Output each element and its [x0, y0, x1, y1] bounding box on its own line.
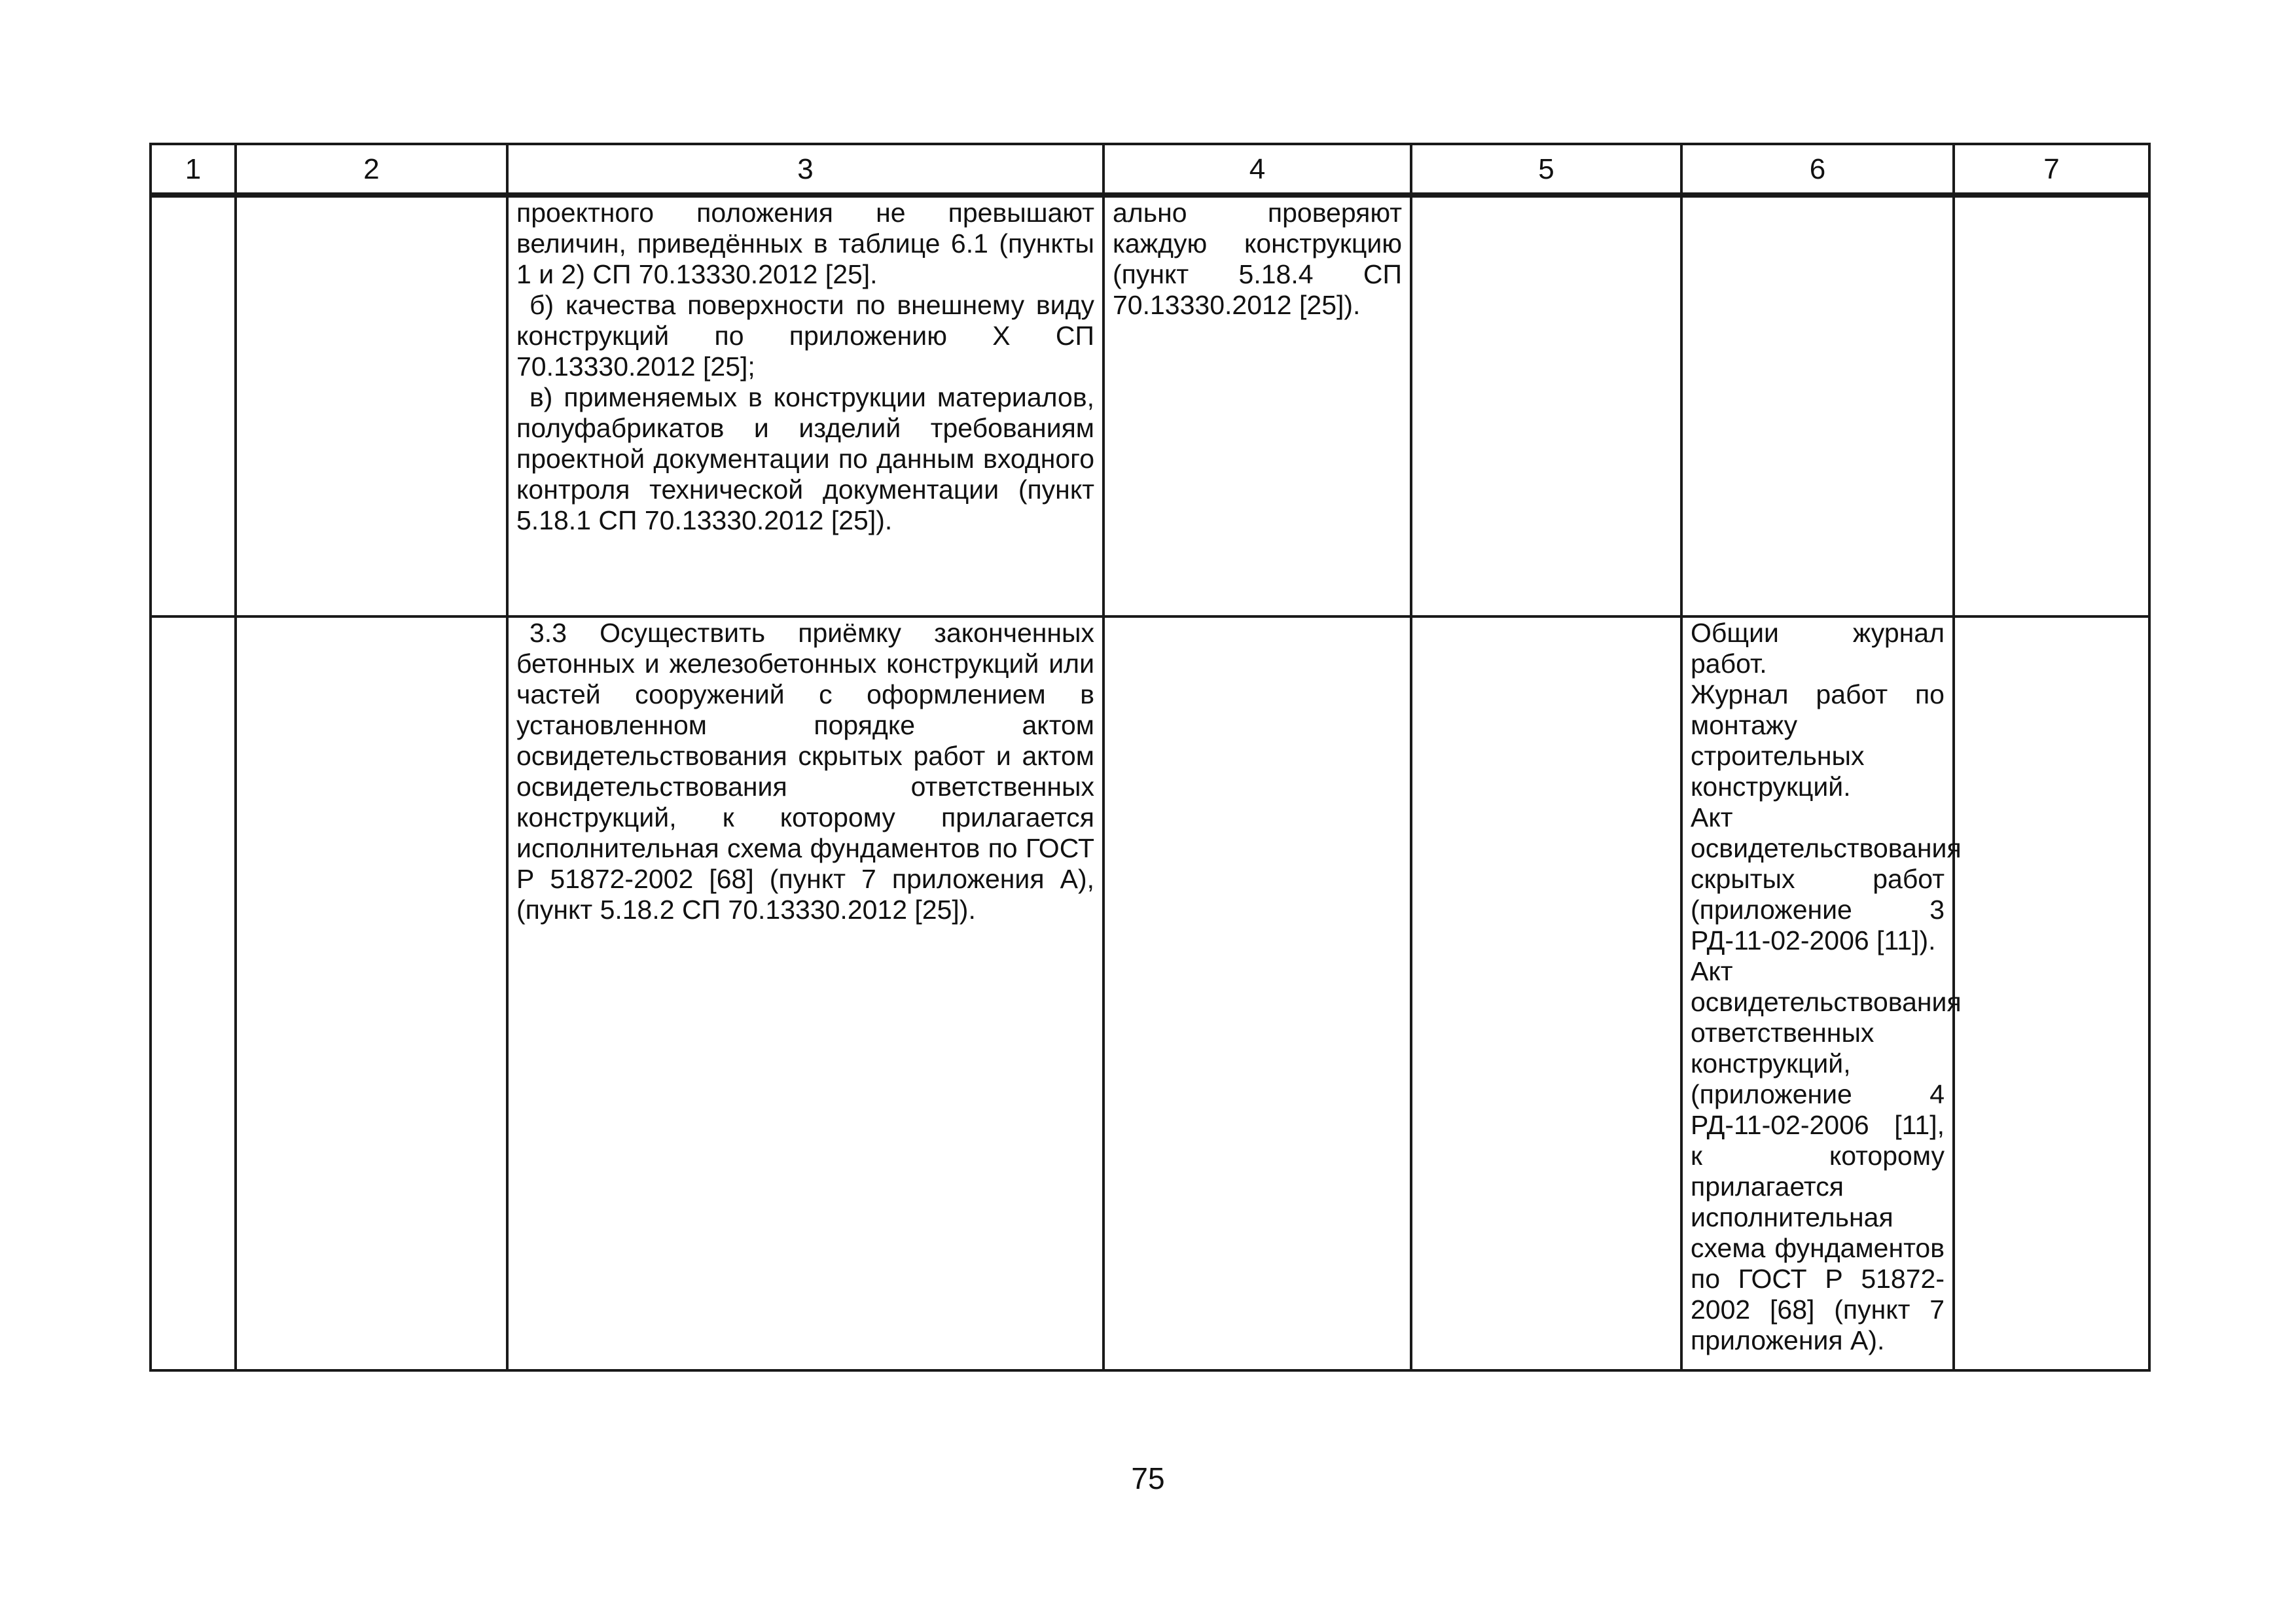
row2-col6-paragraph-3: Акт освидетельствования скрытых работ (приложение 3 РД-11-02-2006 [11]).	[1691, 802, 1962, 955]
row1-col4-cell	[1103, 195, 1411, 616]
row1-col3-paragraph-3: в) применяемых в конструкции материалов, полуфабрикатов и изделий требованиям проектной документации по данным входного контроля технической документации (пункт 5.18.1 СП 70.13330.2012 [25]).	[516, 382, 1094, 535]
table-header-row	[151, 144, 2149, 195]
row2-col4-cell	[1103, 616, 1411, 1370]
row1-col4-paragraph: ально проверяют каждую конструкцию (пункт 5.18.4 СП 70.13330.2012 [25]).	[1113, 198, 1402, 320]
row2-col6-cell	[1681, 616, 1962, 1370]
header-col-5: 5	[1411, 144, 1681, 195]
works-table	[149, 143, 2151, 1372]
row2-col1-cell	[151, 616, 236, 1370]
table-row	[151, 616, 2149, 1370]
row1-col1-cell	[151, 195, 236, 616]
header-col-6: 6	[1681, 144, 1954, 195]
row1-col6-cell	[1681, 195, 1954, 616]
header-col-2: 2	[236, 144, 507, 195]
row2-col5-cell	[1411, 616, 1681, 1370]
header-col-3: 3	[507, 144, 1103, 195]
row1-col3-cell	[507, 195, 1103, 616]
row2-col7-cell	[1954, 616, 2149, 1370]
row1-col5-cell	[1411, 195, 1681, 616]
row2-col6-paragraph-1: Общии журнал работ.	[1691, 618, 1945, 679]
row1-col3-paragraph-1: проектного положения не превышают величин, приведённых в таблице 6.1 (пункты 1 и 2) СП 70.13330.2012 [25].	[516, 198, 1094, 289]
row2-col2-cell	[236, 616, 507, 1370]
row1-col2-cell	[236, 195, 507, 616]
row2-col3-paragraph-1: 3.3 Осуществить приёмку законченных бетонных и железобетонных конструкций или частей сооружений с оформлением в установленном порядке актом освидетельствования скрытых работ и актом освидетельствования ответственных конструкций, к которому прилагается исполнительная схема фундаментов по ГОСТ Р 51872-2002 [68] (пункт 7 приложения А), (пункт 5.18.2 СП 70.13330.2012 [25]).	[516, 618, 1094, 925]
row1-col7-cell	[1954, 195, 2149, 616]
header-col-4: 4	[1103, 144, 1411, 195]
page-number: 75	[1131, 1461, 1165, 1495]
table-row	[151, 195, 2149, 616]
header-col-1: 1	[151, 144, 236, 195]
row2-col6-paragraph-4: Акт освидетельствования ответственных конструкций, (приложение 4 РД-11-02-2006 [11], к которому прилагается исполнительная схема фундаментов по ГОСТ Р 51872-2002 [68] (пункт 7 приложения А).	[1691, 956, 1962, 1355]
row2-col3-cell	[507, 616, 1103, 1370]
row2-col6-paragraph-2: Журнал работ по монтажу строительных конструкций.	[1691, 679, 1945, 802]
header-col-7: 7	[1954, 144, 2149, 195]
row1-col3-paragraph-2: б) качества поверхности по внешнему виду конструкций по приложению Х СП 70.13330.2012 [25];	[516, 290, 1094, 382]
